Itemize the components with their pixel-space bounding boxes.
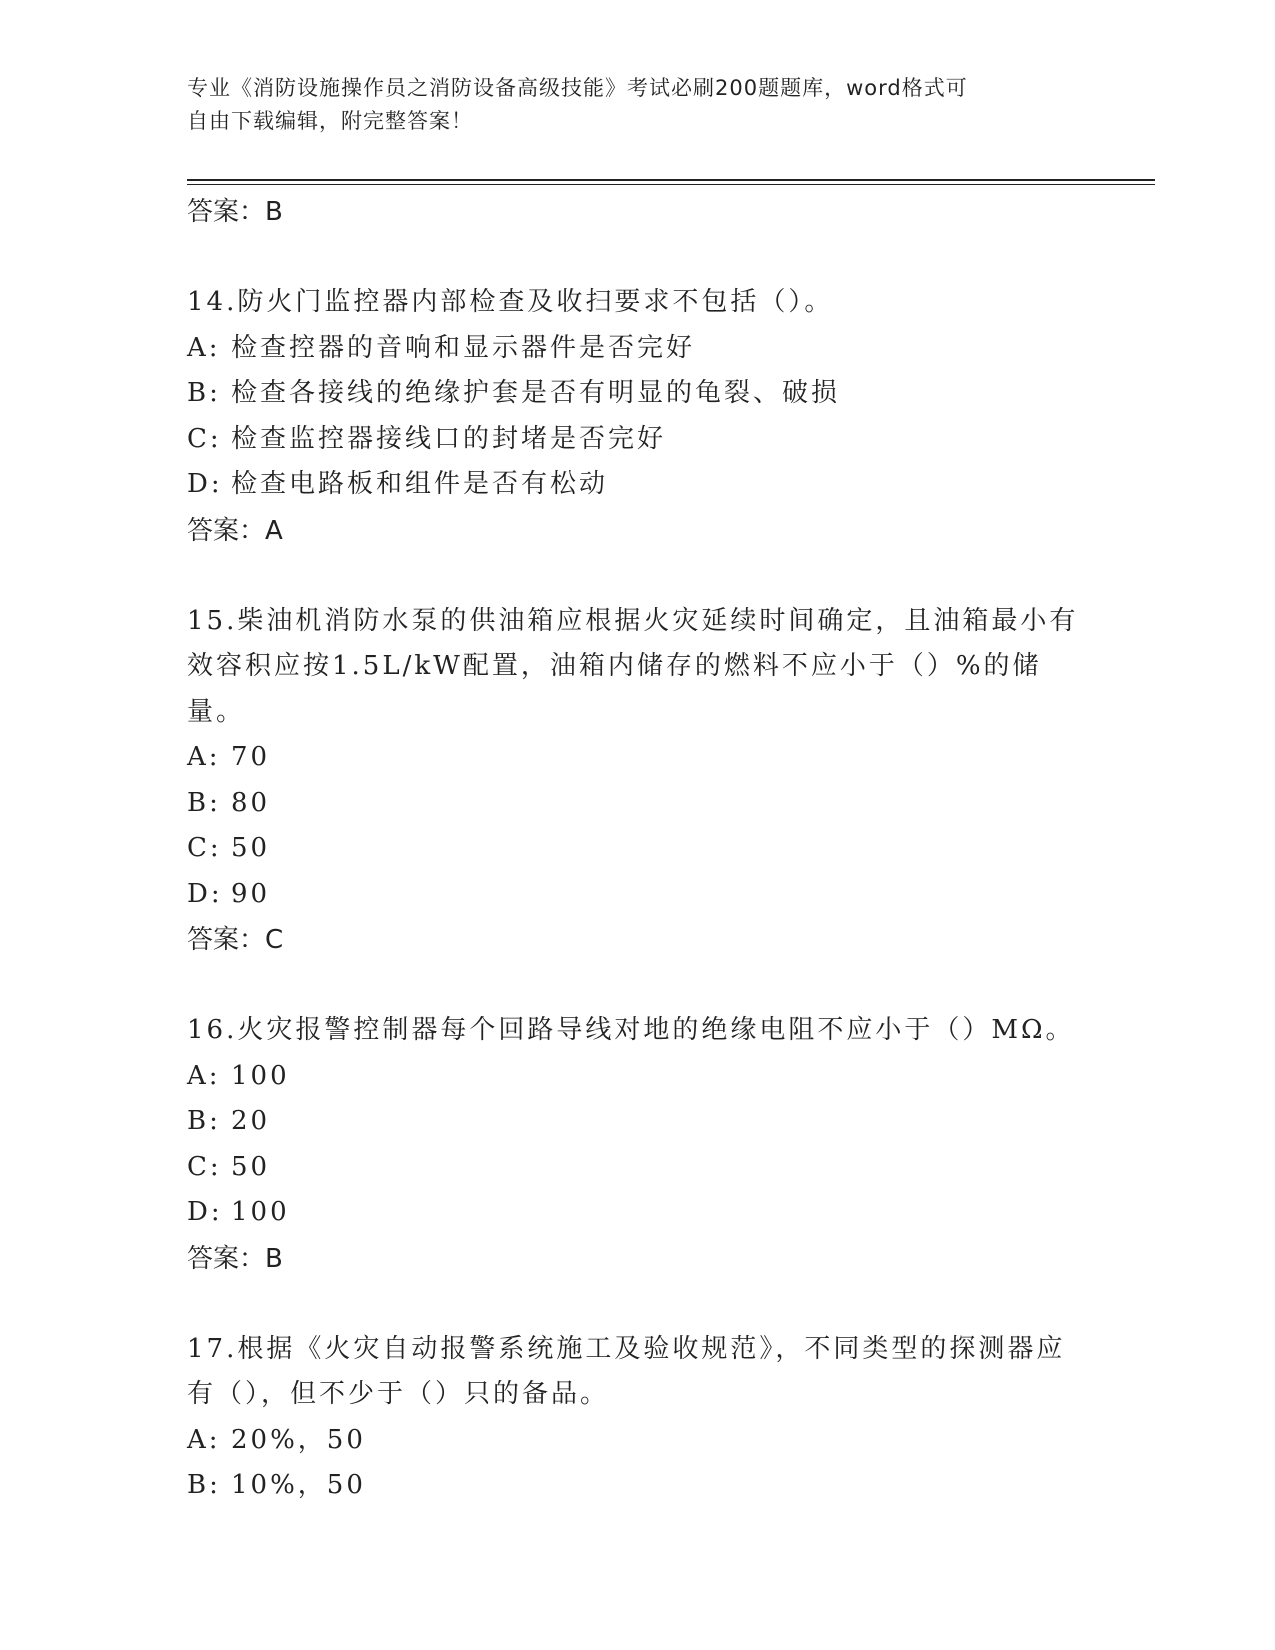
document-header [187, 72, 1087, 138]
header-divider-thick [187, 179, 1155, 181]
previous-answer: 答案：B [187, 197, 283, 227]
option-b [187, 1099, 1087, 1145]
option-text: 50 [231, 1151, 271, 1182]
question-stem-line-1: 15.柴油机消防水泵的供油箱应根据火灾延续时间确定，且油箱最小有 [187, 605, 1079, 636]
question-stem: 16.火灾报警控制器每个回路导线对地的绝缘电阻不应小于（）MΩ。 [187, 1015, 1075, 1045]
question-list [187, 189, 1087, 1509]
option-d [187, 462, 1087, 508]
option-letter: A: [187, 1060, 221, 1091]
option-letter: B: [187, 1106, 221, 1136]
answer: 答案：C [187, 925, 284, 955]
header-line-1: 专业《消防设施操作员之消防设备高级技能》考试必刷200题题库，word格式可 [187, 76, 968, 100]
question-stem-line-2: 有（），但不少于（）只的备品。 [187, 1379, 610, 1409]
option-b [187, 1463, 1087, 1509]
option-a [187, 1054, 1087, 1100]
question-16 [187, 1008, 1087, 1282]
option-text: 90 [231, 878, 271, 909]
option-letter: A: [187, 742, 221, 772]
option-letter: C: [187, 423, 222, 454]
question-stem-line-1: 17.根据《火灾自动报警系统施工及验收规范》，不同类型的探测器应 [187, 1333, 1066, 1364]
option-letter: D: [187, 469, 223, 499]
option-letter: D: [187, 878, 223, 909]
option-text: 100 [231, 1197, 290, 1227]
option-b [187, 371, 1087, 417]
option-text: 检查控器的音响和显示器件是否完好 [231, 332, 696, 363]
question-14 [187, 280, 1087, 554]
option-text: 80 [231, 787, 271, 818]
question-stem: 14.防火门监控器内部检查及收扫要求不包括（）。 [187, 287, 834, 317]
option-text: 20%，50 [231, 1424, 366, 1455]
option-c [187, 417, 1087, 463]
question-stem-line-2: 效容积应按1.5L/kW配置，油箱内储存的燃料不应小于（）%的储量。 [187, 651, 1042, 727]
question-15 [187, 599, 1087, 964]
answer: 答案：A [187, 515, 283, 546]
option-text: 检查电路板和组件是否有松动 [231, 469, 609, 499]
option-letter: A: [187, 332, 221, 363]
option-d [187, 1190, 1087, 1236]
option-a [187, 1418, 1087, 1464]
option-text: 检查监控器接线口的封堵是否完好 [231, 423, 667, 454]
option-letter: B: [187, 378, 221, 408]
option-letter: C: [187, 833, 222, 863]
option-c [187, 826, 1087, 872]
option-text: 10%，50 [231, 1470, 366, 1500]
option-text: 100 [231, 1060, 290, 1091]
option-text: 检查各接线的绝缘护套是否有明显的龟裂、破损 [231, 378, 841, 408]
header-divider-thin [187, 184, 1155, 185]
option-a [187, 326, 1087, 372]
option-d [187, 872, 1087, 918]
option-letter: A: [187, 1424, 221, 1455]
answer: 答案：B [187, 1243, 283, 1274]
option-text: 70 [231, 742, 271, 772]
header-line-2: 自由下载编辑，附完整答案！ [187, 109, 473, 133]
option-c [187, 1145, 1087, 1191]
option-letter: D: [187, 1197, 223, 1227]
option-text: 20 [231, 1106, 271, 1136]
option-letter: C: [187, 1151, 222, 1182]
option-letter: B: [187, 787, 221, 818]
option-text: 50 [231, 833, 271, 863]
option-a [187, 735, 1087, 781]
option-b [187, 781, 1087, 827]
option-letter: B: [187, 1470, 221, 1500]
question-17 [187, 1327, 1087, 1509]
